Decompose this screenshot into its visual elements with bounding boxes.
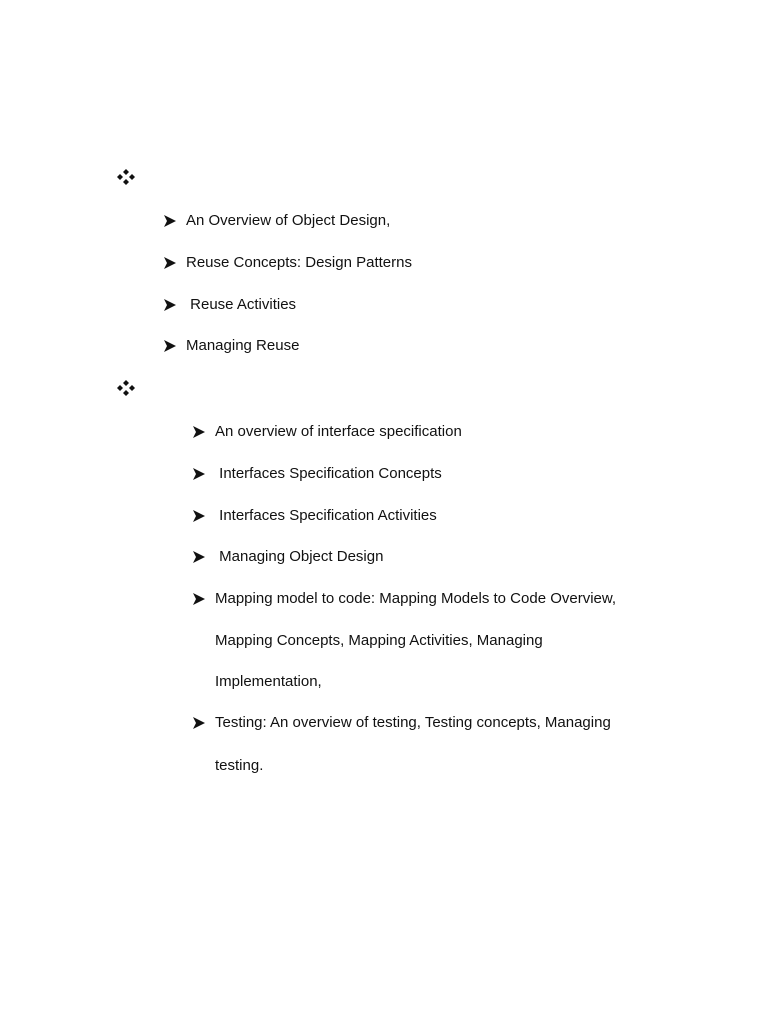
arrowhead-bullet-icon — [193, 510, 205, 522]
arrowhead-bullet-icon — [193, 426, 205, 438]
list-item-text: Interfaces Specification Activities — [215, 507, 437, 524]
list-item-continuation: Mapping Concepts, Mapping Activities, Managing — [215, 632, 543, 649]
arrowhead-bullet-icon — [164, 257, 176, 269]
arrowhead-bullet-icon — [193, 468, 205, 480]
list-item-continuation: testing. — [215, 757, 264, 774]
arrowhead-bullet-icon — [193, 551, 205, 563]
list-item-text: An Overview of Object Design, — [186, 212, 391, 229]
four-diamond-bullet-icon — [117, 380, 135, 396]
list-item-continuation: Implementation, — [215, 673, 322, 690]
list-item-text: Reuse Activities — [186, 296, 297, 313]
list-item-text: Interfaces Specification Concepts — [215, 465, 442, 482]
list-item-text: An overview of interface specification — [215, 423, 462, 440]
list-item-text: Reuse Concepts: Design Patterns — [186, 254, 412, 271]
arrowhead-bullet-icon — [164, 215, 176, 227]
arrowhead-bullet-icon — [193, 593, 205, 605]
list-item-text: Mapping model to code: Mapping Models to Code Overview, — [215, 590, 617, 607]
arrowhead-bullet-icon — [164, 340, 176, 352]
four-diamond-bullet-icon — [117, 169, 135, 185]
arrowhead-bullet-icon — [164, 299, 176, 311]
list-item-text: Managing Object Design — [215, 548, 384, 565]
list-item-text: Testing: An overview of testing, Testing concepts, Managing — [215, 714, 611, 731]
arrowhead-bullet-icon — [193, 717, 205, 729]
list-item-text: Managing Reuse — [186, 337, 300, 354]
